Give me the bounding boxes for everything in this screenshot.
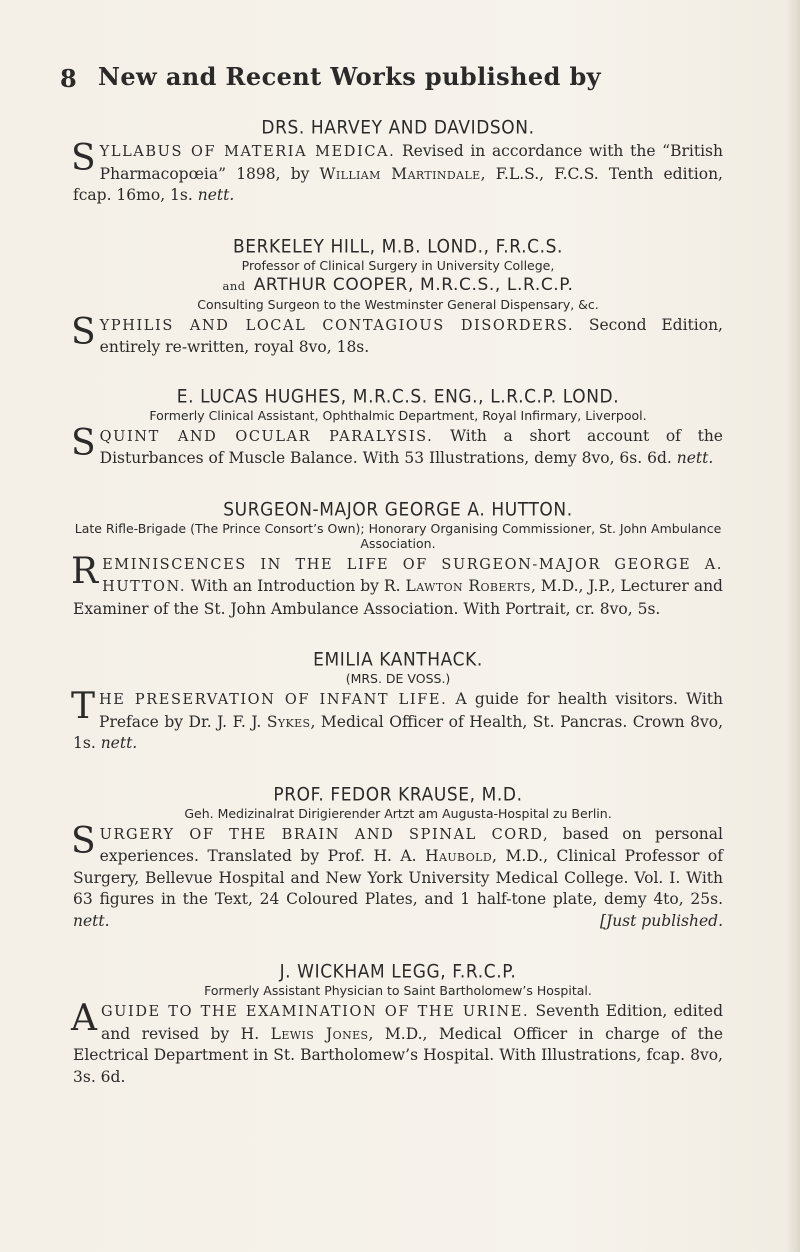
coauthor-heading: ARTHUR COOPER, M.R.C.S., L.R.C.P.: [253, 274, 574, 295]
price-note: nett.: [197, 186, 235, 204]
author-heading: SURGEON-MAJOR GEORGE A. HUTTON.: [223, 498, 573, 521]
book-title: QUINT AND OCULAR PARALYSIS.: [99, 428, 434, 445]
drop-cap: A: [71, 998, 97, 1039]
coauthor-line: [73, 275, 723, 296]
book-title: YLLABUS OF MATERIA MEDICA.: [99, 144, 396, 160]
entry-text-continued: , M.D., Clinical Professor of Surgery, Bellevue Hospital and New York University Medical College. Vol. I. With 63 figures in the Text, 24 Coloured Plates, and 1 half-tone plate, demy 4to, 25s.: [73, 847, 723, 908]
catalogue-content: [73, 118, 723, 1088]
publication-status-note: [Just published.: [599, 911, 723, 930]
entry-description: [71, 138, 723, 207]
author-affiliation: Professor of Clinical Surgery in University College,: [241, 257, 555, 273]
entry-text-continued: , M.D., Medical Officer in charge of the Electrical Department in St. Bartholomew’s Hospital. With Illustrations, fcap. 8vo, 3s. 6d.: [73, 1024, 723, 1086]
author-affiliation: Late Rifle-Brigade (The Prince Consort’s Own); Honorary Organising Commissioner, St. John Ambulance Association.: [74, 520, 722, 551]
drop-cap: S: [71, 138, 96, 179]
entry-text: Revised in accordance with the “British Pharmacopœia” 1898, by: [99, 142, 723, 183]
price-note: nett.: [73, 911, 110, 930]
entry-description: [71, 550, 723, 621]
and-word: and: [222, 278, 246, 293]
contributor-name: Lewis Jones: [270, 1024, 369, 1043]
contributor-name: William Martindale: [319, 164, 481, 183]
entry-description: [71, 686, 723, 755]
entry-description: [71, 998, 723, 1088]
catalogue-entry: [73, 387, 723, 470]
contributor-name: Sykes: [266, 712, 311, 731]
running-head-title: New and Recent Works published by: [98, 62, 602, 91]
author-affiliation: (MRS. DE VOSS.): [345, 671, 451, 686]
entry-text: Seventh Edition, edited and revised by H.: [101, 1002, 723, 1043]
page-number: 8: [60, 64, 77, 93]
author-heading: PROF. FEDOR KRAUSE, M.D.: [273, 783, 523, 806]
catalogue-entry: [73, 237, 723, 359]
drop-cap: S: [71, 311, 96, 353]
entry-text: With an Introduction by R.: [191, 577, 401, 595]
book-title: URGERY OF THE BRAIN AND SPINAL CORD,: [99, 826, 550, 843]
contributor-name: Haubold: [425, 847, 493, 865]
book-title: HE PRESERVATION OF INFANT LIFE.: [99, 692, 448, 708]
author-heading: E. LUCAS HUGHES, M.R.C.S. ENG., L.R.C.P. LOND.: [176, 385, 620, 408]
catalogue-entry: [73, 785, 723, 933]
entry-description: [71, 311, 723, 359]
page-edge-shadow: [786, 0, 800, 1252]
entry-description: [71, 820, 723, 933]
coauthor-affiliation: Consulting Surgeon to the Westminster General Dispensary, &c.: [197, 296, 599, 312]
drop-cap: T: [71, 686, 96, 727]
author-affiliation: Formerly Clinical Assistant, Ophthalmic Department, Royal Infirmary, Liverpool.: [149, 407, 647, 423]
catalogue-entry: [73, 962, 723, 1088]
author-heading: BERKELEY HILL, M.B. LOND., F.R.C.S.: [233, 235, 563, 258]
author-heading: EMILIA KANTHACK.: [313, 649, 483, 671]
catalogue-entry: [73, 118, 723, 207]
entry-text-continued: , M.D., J.P., Lecturer and Examiner of the St. John Ambulance Association. With Portrait, cr. 8vo, 5s.: [73, 577, 723, 618]
entry-text: A guide for health visitors. With Preface by Dr. J. F. J.: [99, 690, 723, 731]
book-title: EMINISCENCES IN THE LIFE OF SURGEON-MAJOR GEORGE A. HUTTON.: [102, 556, 723, 595]
book-title: YPHILIS AND LOCAL CONTAGIOUS DISORDERS.: [99, 317, 575, 334]
book-title: GUIDE TO THE EXAMINATION OF THE URINE.: [101, 1004, 530, 1020]
contributor-name: Lawton Roberts: [405, 577, 531, 595]
entry-text-continued: , Medical Officer of Health, St. Pancras. Crown 8vo, 1s.: [73, 712, 723, 752]
catalogue-entry: [73, 500, 723, 621]
author-heading: DRS. HARVEY AND DAVIDSON.: [261, 117, 535, 139]
entry-text: based on personal experiences. Translated by Prof. H. A.: [99, 824, 723, 865]
drop-cap: R: [71, 550, 99, 592]
entry-text: Second Edition, entirely re-written, royal 8vo, 18s.: [99, 315, 723, 356]
author-affiliation: Geh. Medizinalrat Dirigierender Artzt am Augusta-Hospital zu Berlin.: [184, 805, 612, 821]
drop-cap: S: [71, 422, 96, 464]
catalogue-entry: [73, 650, 723, 755]
entry-description: [71, 422, 723, 470]
running-head: [60, 62, 740, 102]
entry-text: With a short account of the Disturbances of Muscle Balance. With 53 Illustrations, demy 8vo, 6s. 6d.: [99, 426, 723, 467]
author-affiliation: Formerly Assistant Physician to Saint Bartholomew’s Hospital.: [204, 983, 592, 998]
price-note: nett.: [100, 734, 138, 752]
price-note: nett.: [676, 449, 714, 467]
entry-text-continued: , F.L.S., F.C.S. Tenth edition, fcap. 16mo, 1s.: [73, 164, 723, 204]
drop-cap: S: [71, 820, 96, 862]
author-heading: J. WICKHAM LEGG, F.R.C.P.: [279, 961, 517, 983]
